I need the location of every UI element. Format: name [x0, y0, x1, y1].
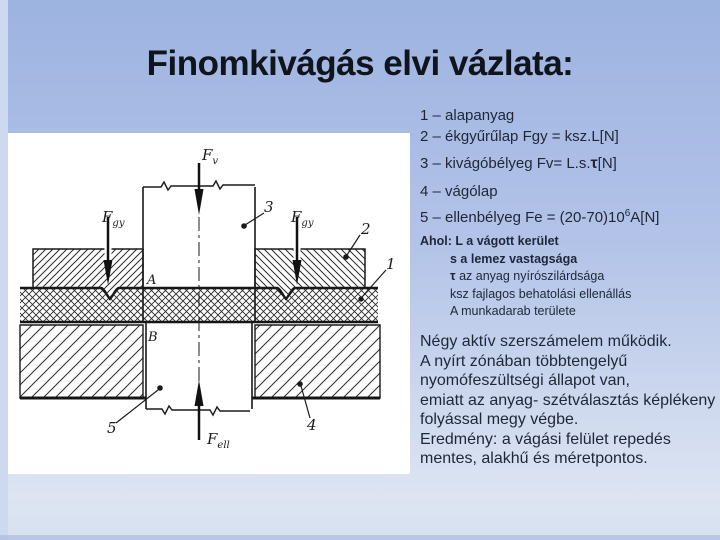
legend-item-5: 5 – ellenbélyeg $Fe = (20-70)10^6A[N]$: [420, 208, 660, 226]
where-line-2: s a lemez vastagsága: [450, 251, 578, 266]
bottom-accent-strip: [0, 535, 720, 540]
diagram-panel: [8, 133, 410, 474]
where-line-5: A munkadarab területe: [450, 304, 576, 318]
where-line-3: τ az anyag nyírószilárdsága: [450, 269, 605, 283]
slide-title: Finomkivágás elvi vázlata:: [146, 44, 574, 83]
paragraph-3: emiatt az anyag- szétválasztás képlékeny folyással megy végbe.: [420, 392, 716, 428]
where-line-1: Ahol: L a vágott kerület: [420, 234, 559, 248]
part-label-1: 1: [386, 255, 396, 273]
paragraph-1: Négy aktív szerszámelem működik.: [420, 333, 672, 350]
point-label-b: B: [148, 330, 158, 345]
legend-item-1: 1 – alapanyag: [420, 107, 515, 124]
force-label-fgy-left: $F_{gy}$: [102, 208, 125, 229]
where-line-4: ksz fajlagos behatolási ellenállás: [450, 286, 632, 301]
force-label-fv: $F_v$: [202, 146, 219, 167]
force-label-fgy-right: $F_{gy}$: [291, 208, 314, 229]
part-label-3: 3: [264, 198, 274, 216]
where-definitions: [420, 233, 718, 321]
tau-symbol: τ: [590, 155, 598, 172]
legend-item-4: 4 – vágólap: [420, 183, 498, 200]
point-label-a: A: [147, 273, 157, 288]
part-label-4: 4: [307, 416, 317, 434]
paragraph-2: A nyírt zónában többtengelyű nyomófeszültségi állapot van,: [420, 353, 630, 389]
paragraph-4: Eredmény: a vágási felület repedés mentes, alakhű és méretpontos.: [420, 431, 671, 467]
legend-item-2: 2 – ékgyűrűlap Fgy = ksz.L[N]: [420, 128, 619, 145]
legend-item-3: 3 – kivágóbélyeg Fv= L.s.τ[N]: [420, 155, 617, 172]
legend-list: [420, 106, 718, 228]
part-label-5: 5: [107, 419, 117, 437]
explanation-paragraphs: [420, 332, 716, 469]
tau-symbol: τ: [450, 269, 456, 283]
part-label-2: 2: [361, 220, 371, 238]
superscript-6: 6: [624, 208, 631, 219]
punch-force-arrow: [195, 163, 204, 215]
fineblanking-diagram: [8, 133, 410, 474]
force-label-fell: $F_{ell}$: [207, 430, 230, 451]
